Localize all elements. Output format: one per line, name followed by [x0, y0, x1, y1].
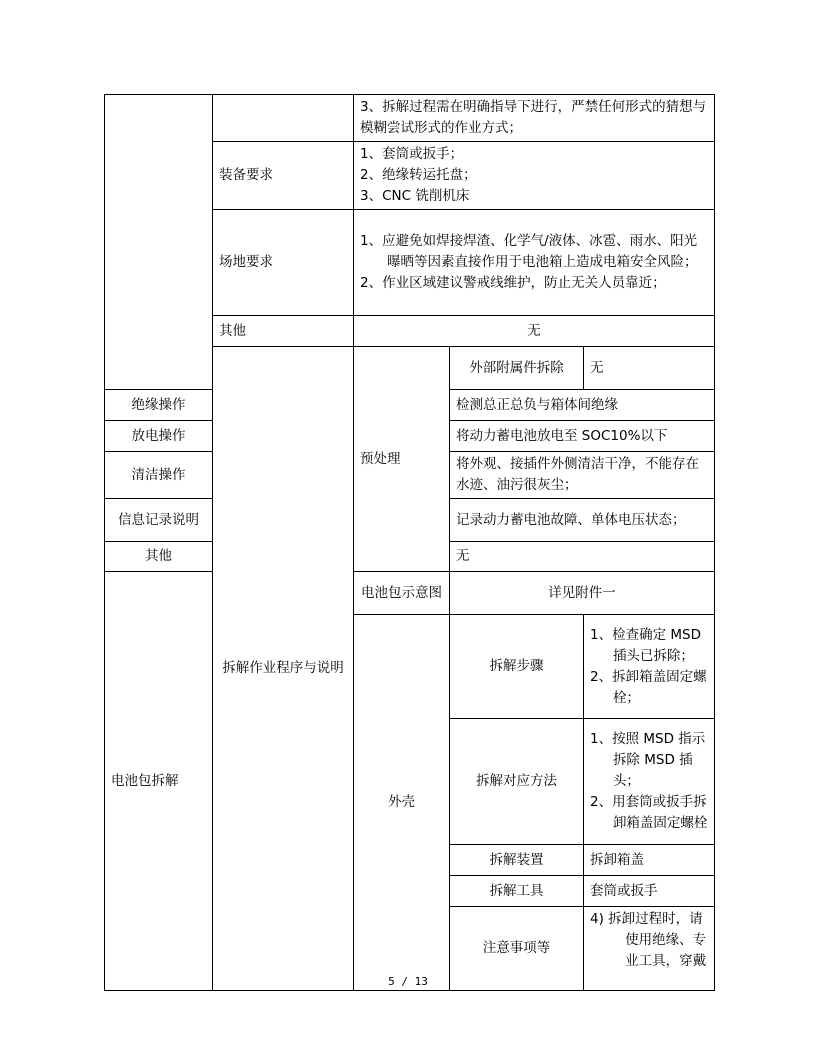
method-item: 1、按照 MSD 指示拆除 MSD 插头； [590, 731, 706, 789]
notes-text: 4) 拆卸过程时，请使用绝缘、专业工具，穿戴 [590, 911, 707, 969]
site-list [354, 210, 715, 316]
pack-label: 电池包拆解 [105, 572, 213, 991]
pre-row-label: 放电操作 [105, 421, 213, 452]
pre-row-label: 其他 [105, 542, 213, 572]
section-header-cell [105, 95, 213, 390]
prev-item-text: 3、拆解过程需在明确指导下进行，严禁任何形式的猜想与模糊尝试形式的作业方式； [354, 95, 715, 142]
pre-row-value: 将外观、接插件外侧清洁干净，不能存在水迹、油污很灰尘； [450, 452, 715, 499]
pre-row-value: 检测总正总负与箱体间绝缘 [450, 390, 715, 421]
notes-label: 注意事项等 [450, 907, 584, 991]
methods-label: 拆解对应方法 [450, 719, 584, 845]
pre-row-label: 外部附属件拆除 [450, 347, 584, 390]
other-label: 其他 [213, 316, 354, 347]
device-label: 拆解装置 [450, 845, 584, 876]
disassembly-spec-table [104, 94, 715, 991]
other-value: 无 [354, 316, 715, 347]
step-item: 1、检查确定 MSD 插头已拆除； [590, 626, 701, 664]
tool-label: 拆解工具 [450, 876, 584, 907]
empty-cell [213, 95, 354, 142]
site-label: 场地要求 [213, 210, 354, 316]
equipment-item: 3、CNC 铣削机床 [360, 188, 470, 204]
diagram-value: 详见附件一 [450, 572, 715, 615]
procedure-label: 拆解作业程序与说明 [213, 347, 354, 991]
pre-row-value: 将动力蓄电池放电至 SOC10%以下 [450, 421, 715, 452]
equipment-item: 1、套筒或扳手； [360, 146, 464, 162]
pre-row-label: 绝缘操作 [105, 390, 213, 421]
device-value: 拆卸箱盖 [584, 845, 715, 876]
methods-list [584, 719, 715, 845]
pretreatment-label: 预处理 [354, 347, 450, 572]
steps-label: 拆解步骤 [450, 615, 584, 719]
page-number: 5 / 13 [388, 975, 428, 988]
diagram-label: 电池包示意图 [354, 572, 450, 615]
site-item: 1、应避免如焊接焊渣、化学气/液体、冰雹、雨水、阳光曝晒等因素直接作用于电池箱上造成电箱安全风险； [360, 233, 698, 270]
pre-row-label: 信息记录说明 [105, 499, 213, 542]
site-item: 2、作业区域建议警戒线维护，防止无关人员靠近； [360, 275, 666, 291]
step-item: 2、拆卸箱盖固定螺栓； [590, 668, 707, 706]
steps-list [584, 615, 715, 719]
equipment-list [354, 142, 715, 210]
pre-row-value: 无 [584, 347, 715, 390]
pre-row-label: 清洁操作 [105, 452, 213, 499]
method-item: 2、用套筒或扳手拆卸箱盖固定螺栓 [590, 794, 708, 831]
equipment-label: 装备要求 [213, 142, 354, 210]
shell-label: 外壳 [354, 615, 450, 991]
equipment-item: 2、绝缘转运托盘； [360, 167, 477, 183]
pre-row-value: 记录动力蓄电池故障、单体电压状态； [450, 499, 715, 542]
tool-value: 套筒或扳手 [584, 876, 715, 907]
pre-row-value: 无 [450, 542, 715, 572]
